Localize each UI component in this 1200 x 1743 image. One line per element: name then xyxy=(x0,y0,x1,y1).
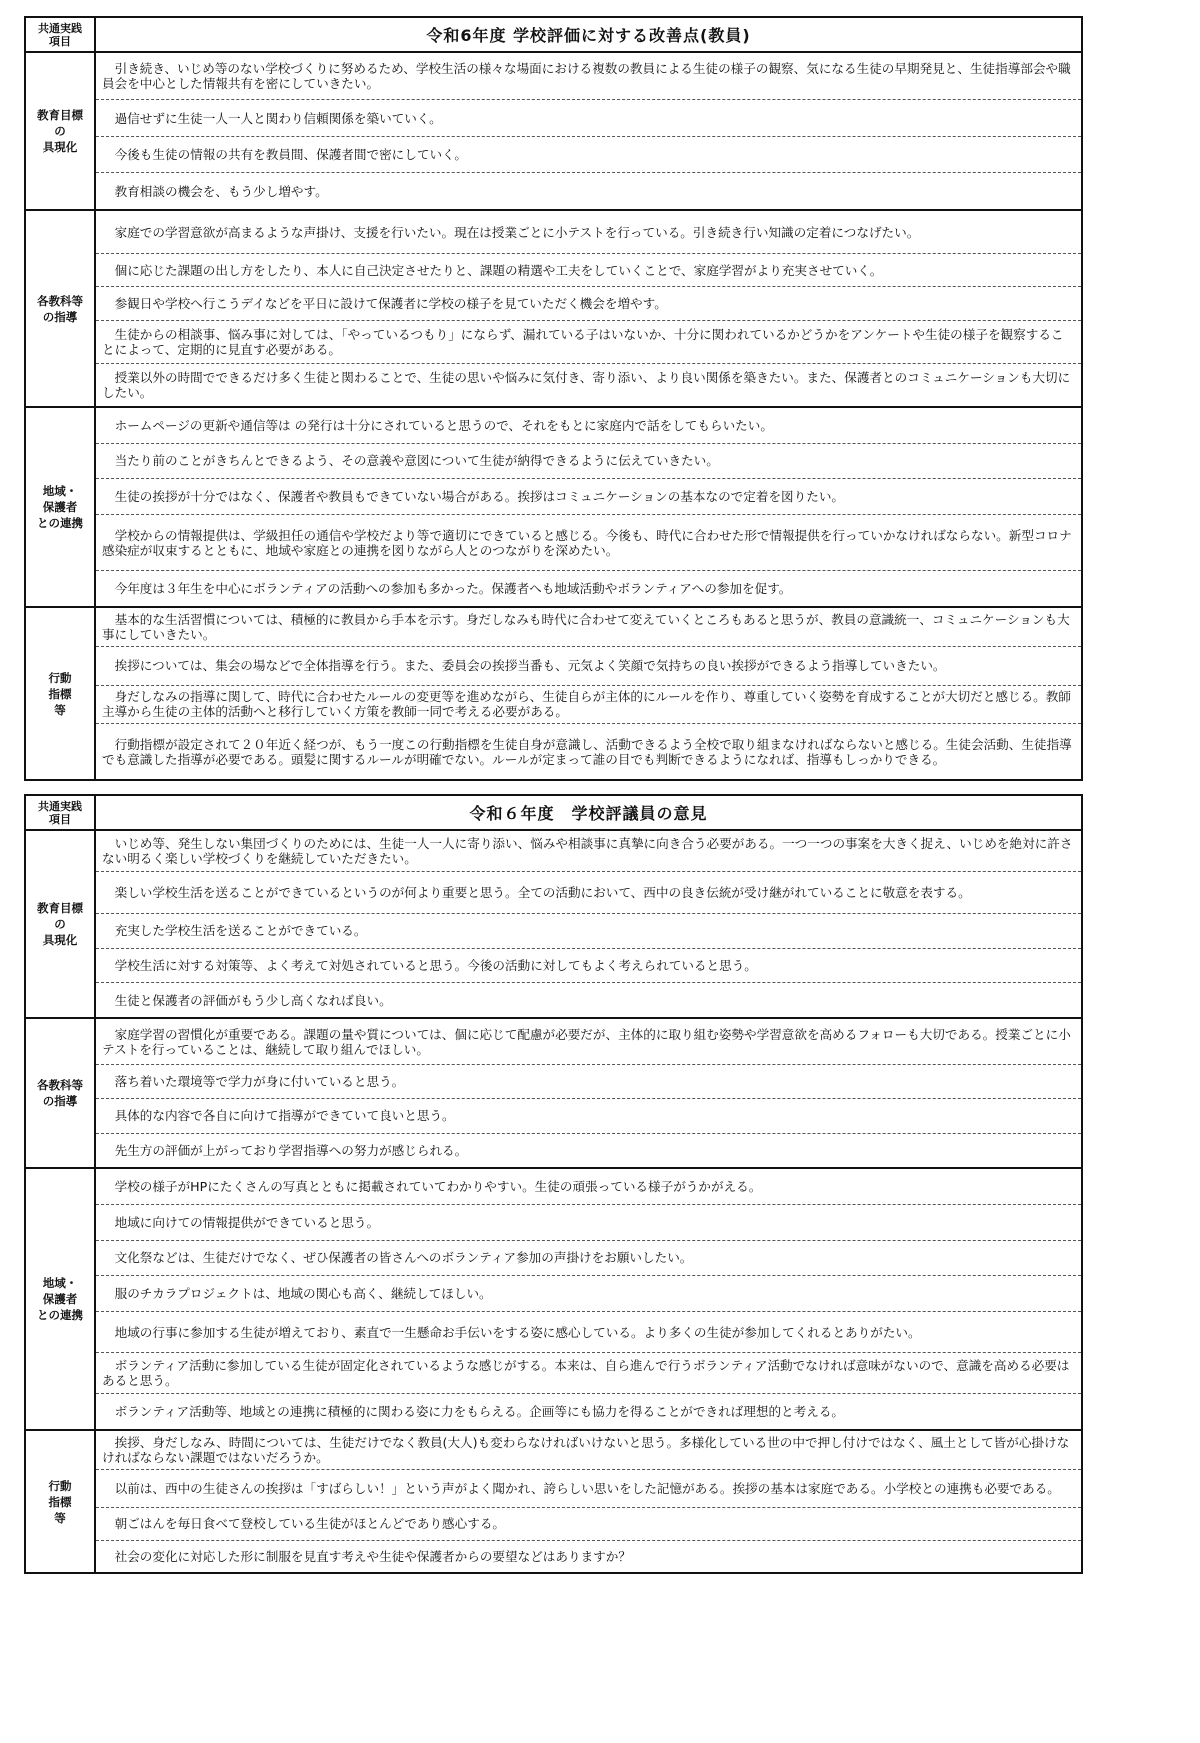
list-item: 参観日や学校へ行こうデイなどを平日に設けて保護者に学校の様子を見ていただく機会を増やす。 xyxy=(96,287,1081,320)
list-item: 教育相談の機会を、もう少し増やす。 xyxy=(102,183,328,199)
list-item: 社会の変化に対応した形に制服を見直す考えや生徒や保護者からの要望などはありますか？ xyxy=(102,1548,631,1564)
list-item: 今年度は３年生を中心にボランティアの活動への参加も多かった。保護者へも地域活動やボランティアへの参加を促す。 xyxy=(102,581,792,597)
column-label: 共通実践 項目 xyxy=(26,18,96,51)
section-label: 教育目標 の 具現化 xyxy=(26,53,96,209)
section-label: 地域・ 保護者 との連携 xyxy=(26,1169,96,1429)
table-header xyxy=(26,18,1081,53)
section-label: 行動 指標 等 xyxy=(26,608,96,779)
list-item: 挨拶、身だしなみ、時間については、生徒だけでなく教員(大人)も変わらなければいけないと思う。多様化している世の中で押し付けではなく、風土として皆が心掛けなければならない課題ではないだろうか。 xyxy=(96,1431,1081,1470)
list-item: 家庭での学習意欲が高まるような声掛け、支援を行いたい。現在は授業ごとに小テストを行っている。引き続き行い知識の定着につなげたい。 xyxy=(96,211,1081,254)
table-title: 令和６年度 学校評議員の意見 xyxy=(469,804,708,823)
list-item: 以前は、西中の生徒さんの挨拶は「すばらしい！」という声がよく聞かれ、誇らしい思いをした記憶がある。挨拶の基本は家庭である。小学校との連携も必要である。 xyxy=(96,1470,1081,1509)
section-education-goals xyxy=(26,53,1081,211)
list-item: 楽しい学校生活を送ることができているというのが何より重要と思う。全ての活動において、西中の良き伝統が受け継がれていることに敬意を表する。 xyxy=(96,872,1081,913)
list-item: 具体的な内容で各自に向けて指導ができていて良いと思う。 xyxy=(96,1099,1081,1133)
column-label: 共通実践 項目 xyxy=(26,796,96,829)
table-header xyxy=(26,796,1081,831)
list-item: 文化祭などは、生徒だけでなく、ぜひ保護者の皆さんへのボランティア参加の声掛けをお願いしたい。 xyxy=(96,1241,1081,1277)
section-label: 教育目標 の 具現化 xyxy=(26,831,96,1017)
list-item: 過信せずに生徒一人一人と関わり信頼関係を築いていく。 xyxy=(96,100,1081,137)
list-item: 当たり前のことがきちんとできるよう、その意義や意図について生徒が納得できるように伝えていきたい。 xyxy=(96,444,1081,480)
list-item: 充実した学校生活を送ることができている。 xyxy=(96,914,1081,949)
list-item: 身だしなみの指導に関して、時代に合わせたルールの変更等を進めながら、生徒自らが主体的にルールを作り、尊重していく姿勢を育成することが大切だと感じる。教師主導から生徒の主体的活動へと移行していく方策を教師一同で考える必要がある。 xyxy=(96,686,1081,725)
list-item: 落ち着いた環境等で学力が身に付いていると思う。 xyxy=(96,1065,1081,1099)
list-item: ホームページの更新や通信等は の発行は十分にされていると思うので、それをもとに家庭内で話をしてもらいたい。 xyxy=(96,408,1081,444)
list-item: 行動指標が設定されて２０年近く経つが、もう一度この行動指標を生徒自身が意識し、活動できるよう全校で取り組まなければならないと感じる。生徒会活動、生徒指導でも意識した指導が必要である。頭髪に関するルールが明確でない。ルールが定まって誰の目でも判断できるようになれば、指導もしっかりできる。 xyxy=(102,736,1072,767)
council-opinion-table xyxy=(24,794,1083,1574)
list-item: 先生方の評価が上がっており学習指導への努力が感じられる。 xyxy=(102,1142,468,1158)
list-item: 引き続き、いじめ等のない学校づくりに努めるため、学校生活の様々な場面における複数の教員による生徒の様子の観察、気になる生徒の早期発見と、生徒指導部会や職員会を中心とした情報共有を密にしていきたい。 xyxy=(96,53,1081,100)
section-community-cooperation xyxy=(26,408,1081,608)
list-item: いじめ等、発生しない集団づくりのためには、生徒一人一人に寄り添い、悩みや相談事に真摯に向き合う必要がある。一つ一つの事案を大きく捉え、いじめを絶対に許さない明るく楽しい学校づくりを継続していただきたい。 xyxy=(96,831,1081,872)
section-behavior-indicators xyxy=(26,1431,1081,1572)
table-title: 令和6年度 学校評価に対する改善点(教員) xyxy=(426,26,751,45)
section-label: 地域・ 保護者 との連携 xyxy=(26,408,96,606)
list-item: 地域に向けての情報提供ができていると思う。 xyxy=(96,1205,1081,1241)
list-item: ボランティア活動に参加している生徒が固定化されているような感じがする。本来は、自ら進んで行うボランティア活動でなければ意味がないので、意識を高める必要はあると思う。 xyxy=(96,1353,1081,1394)
list-item: 授業以外の時間でできるだけ多く生徒と関わることで、生徒の思いや悩みに気付き、寄り添い、より良い関係を築きたい。また、保護者とのコミュニケーションも大切にしたい。 xyxy=(102,369,1071,400)
section-subject-instruction xyxy=(26,211,1081,408)
section-community-cooperation xyxy=(26,1169,1081,1431)
list-item: 地域の行事に参加する生徒が増えており、素直で一生懸命お手伝いをする姿に感心している。より多くの生徒が参加してくれるとありがたい。 xyxy=(96,1312,1081,1353)
section-label: 各教科等 の指導 xyxy=(26,1019,96,1167)
list-item: 個に応じた課題の出し方をしたり、本人に自己決定させたりと、課題の精選や工夫をしていくことで、家庭学習がより充実させていく。 xyxy=(96,254,1081,287)
list-item: 服のチカラプロジェクトは、地域の関心も高く、継続してほしい。 xyxy=(96,1276,1081,1312)
section-subject-instruction xyxy=(26,1019,1081,1169)
section-education-goals xyxy=(26,831,1081,1019)
list-item: 挨拶については、集会の場などで全体指導を行う。また、委員会の挨拶当番も、元気よく笑顔で気持ちの良い挨拶ができるよう指導していきたい。 xyxy=(96,647,1081,686)
section-label: 各教科等 の指導 xyxy=(26,211,96,406)
section-label: 行動 指標 等 xyxy=(26,1431,96,1572)
list-item: 朝ごはんを毎日食べて登校している生徒がほとんどであり感心する。 xyxy=(96,1508,1081,1540)
list-item: 生徒からの相談事、悩み事に対しては、「やっているつもり」にならず、漏れている子はいないか、十分に関われているかどうかをアンケートや生徒の様子を観察することによって、定期的に見直す必要がある。 xyxy=(96,321,1081,364)
list-item: 学校からの情報提供は、学級担任の通信や学校だより等で適切にできていると感じる。今後も、時代に合わせた形で情報提供を行っていかなければならない。新型コロナ感染症が収束するとともに、地域や家庭との連携を図りながら人とのつながりを深めたい。 xyxy=(96,515,1081,571)
section-behavior-indicators xyxy=(26,608,1081,779)
list-item: 生徒の挨拶が十分ではなく、保護者や教員もできていない場合がある。挨拶はコミュニケーションの基本なので定着を図りたい。 xyxy=(96,479,1081,515)
list-item: 基本的な生活習慣については、積極的に教員から手本を示す。身だしなみも時代に合わせて変えていくところもあると思うが、教員の意識統一、コミュニケーションも大事にしていきたい。 xyxy=(96,608,1081,647)
list-item: 家庭学習の習慣化が重要である。課題の量や質については、個に応じて配慮が必要だが、主体的に取り組む姿勢や学習意欲を高めるフォローも大切である。授業ごとに小テストを行っていることは、継続して取り組んでほしい。 xyxy=(96,1019,1081,1065)
list-item: 学校生活に対する対策等、よく考えて対処されていると思う。今後の活動に対してもよく考えられていると思う。 xyxy=(96,949,1081,984)
list-item: ボランティア活動等、地域との連携に積極的に関わる姿に力をもらえる。企画等にも協力を得ることができれば理想的と考える。 xyxy=(102,1404,845,1420)
list-item: 学校の様子がHPにたくさんの写真とともに掲載されていてわかりやすい。生徒の頑張っている様子がうかがえる。 xyxy=(96,1169,1081,1205)
teacher-improvement-table xyxy=(24,16,1083,781)
list-item: 今後も生徒の情報の共有を教員間、保護者間で密にしていく。 xyxy=(96,137,1081,174)
list-item: 生徒と保護者の評価がもう少し高くなれば良い。 xyxy=(102,992,392,1008)
